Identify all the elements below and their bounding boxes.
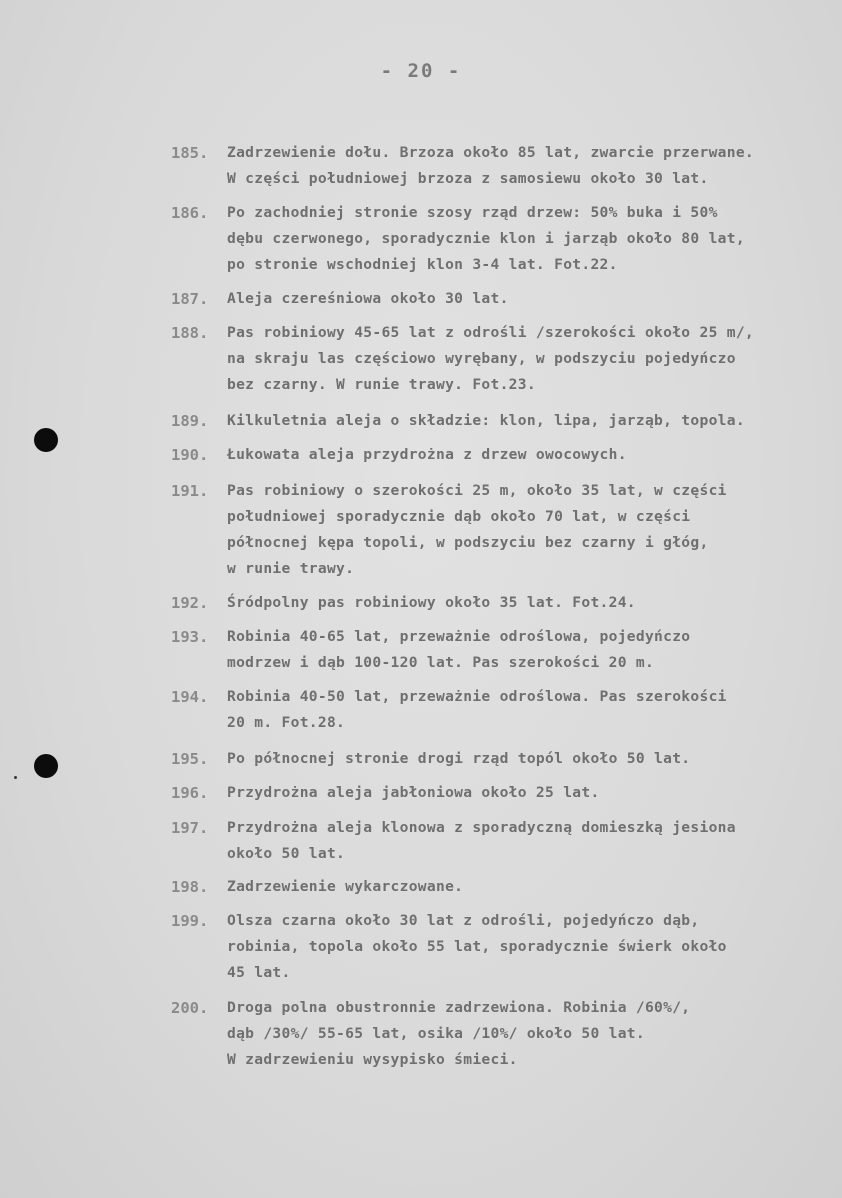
- entry-number: 197.: [171, 819, 209, 837]
- entry-193: [171, 624, 831, 676]
- entry-line: po stronie wschodniej klon 3-4 lat. Fot.22.: [227, 256, 618, 273]
- entry-line: północnej kępa topoli, w podszyciu bez czarny i głóg,: [227, 534, 709, 551]
- entry-text: [227, 442, 831, 468]
- entry-line: Robinia 40-50 lat, przeważnie odroślowa. Pas szerokości: [227, 688, 727, 705]
- entry-number: 192.: [171, 594, 209, 612]
- entry-line: Droga polna obustronnie zadrzewiona. Robinia /60%/,: [227, 999, 691, 1016]
- entry-line: modrzew i dąb 100-120 lat. Pas szerokości 20 m.: [227, 654, 655, 671]
- entry-line: w runie trawy.: [227, 560, 355, 577]
- entry-text: [227, 908, 831, 986]
- entry-187: [171, 286, 831, 312]
- entry-line: Zadrzewienie dołu. Brzoza około 85 lat, zwarcie przerwane.: [227, 144, 754, 161]
- binder-punch-hole: [34, 428, 58, 452]
- entry-text: [227, 995, 831, 1073]
- entry-text: [227, 408, 831, 434]
- entry-line: Aleja czereśniowa około 30 lat.: [227, 290, 509, 307]
- entry-line: Zadrzewienie wykarczowane.: [227, 878, 464, 895]
- entry-text: [227, 590, 831, 616]
- entry-line: Śródpolny pas robiniowy około 35 lat. Fot.24.: [227, 594, 636, 611]
- entry-number: 190.: [171, 446, 209, 464]
- entry-line: robinia, topola około 55 lat, sporadycznie świerk około: [227, 938, 727, 955]
- entry-line: południowej sporadycznie dąb około 70 lat, w części: [227, 508, 691, 525]
- entry-200: [171, 995, 831, 1073]
- entry-text: [227, 320, 831, 398]
- entry-number: 200.: [171, 999, 209, 1017]
- page-number: - 20 -: [380, 60, 462, 82]
- entry-number: 193.: [171, 628, 209, 646]
- entry-number: 199.: [171, 912, 209, 930]
- entry-line: około 50 lat.: [227, 845, 346, 862]
- entry-number: 195.: [171, 750, 209, 768]
- entry-number: 191.: [171, 482, 209, 500]
- entry-text: [227, 874, 831, 900]
- entry-line: 20 m. Fot.28.: [227, 714, 346, 731]
- entry-text: [227, 815, 831, 867]
- entry-text: [227, 478, 831, 582]
- entry-line: Po północnej stronie drogi rząd topól około 50 lat.: [227, 750, 691, 767]
- entry-line: W zadrzewieniu wysypisko śmieci.: [227, 1051, 518, 1068]
- entry-199: [171, 908, 831, 986]
- entry-line: dębu czerwonego, sporadycznie klon i jarząb około 80 lat,: [227, 230, 745, 247]
- entry-number: 188.: [171, 324, 209, 342]
- entry-line: W części południowej brzoza z samosiewu około 30 lat.: [227, 170, 709, 187]
- entry-text: [227, 286, 831, 312]
- entry-text: [227, 746, 831, 772]
- entry-line: 45 lat.: [227, 964, 291, 981]
- binder-punch-hole: [34, 754, 58, 778]
- entry-198: [171, 874, 831, 900]
- entry-line: Kilkuletnia aleja o składzie: klon, lipa, jarząb, topola.: [227, 412, 745, 429]
- entry-number: 186.: [171, 204, 209, 222]
- entry-line: Olsza czarna około 30 lat z odrośli, pojedyńczo dąb,: [227, 912, 700, 929]
- entry-text: [227, 624, 831, 676]
- entry-191: [171, 478, 831, 582]
- entry-text: [227, 200, 831, 278]
- entry-line: Po zachodniej stronie szosy rząd drzew: 50% buka i 50%: [227, 204, 718, 221]
- entry-number: 198.: [171, 878, 209, 896]
- entry-196: [171, 780, 831, 806]
- entry-line: na skraju las częściowo wyrębany, w podszyciu pojedyńczo: [227, 350, 736, 367]
- entry-190: [171, 442, 831, 468]
- entry-text: [227, 684, 831, 736]
- entry-192: [171, 590, 831, 616]
- entry-number: 185.: [171, 144, 209, 162]
- entry-line: bez czarny. W runie trawy. Fot.23.: [227, 376, 536, 393]
- entry-text: [227, 140, 831, 192]
- entry-line: Pas robiniowy 45-65 lat z odrośli /szerokości około 25 m/,: [227, 324, 754, 341]
- entry-194: [171, 684, 831, 736]
- entry-188: [171, 320, 831, 398]
- paper-speck: [14, 776, 17, 779]
- entry-number: 187.: [171, 290, 209, 308]
- entry-number: 196.: [171, 784, 209, 802]
- entry-number: 189.: [171, 412, 209, 430]
- entry-line: Pas robiniowy o szerokości 25 m, około 35 lat, w części: [227, 482, 727, 499]
- entry-186: [171, 200, 831, 278]
- entry-195: [171, 746, 831, 772]
- entry-line: Robinia 40-65 lat, przeważnie odroślowa, pojedyńczo: [227, 628, 691, 645]
- entry-number: 194.: [171, 688, 209, 706]
- entry-189: [171, 408, 831, 434]
- entry-197: [171, 815, 831, 867]
- entry-line: dąb /30%/ 55-65 lat, osika /10%/ około 50 lat.: [227, 1025, 645, 1042]
- entry-line: Łukowata aleja przydrożna z drzew owocowych.: [227, 446, 627, 463]
- entry-line: Przydrożna aleja klonowa z sporadyczną domieszką jesiona: [227, 819, 736, 836]
- entry-185: [171, 140, 831, 192]
- entry-line: Przydrożna aleja jabłoniowa około 25 lat.: [227, 784, 600, 801]
- entry-text: [227, 780, 831, 806]
